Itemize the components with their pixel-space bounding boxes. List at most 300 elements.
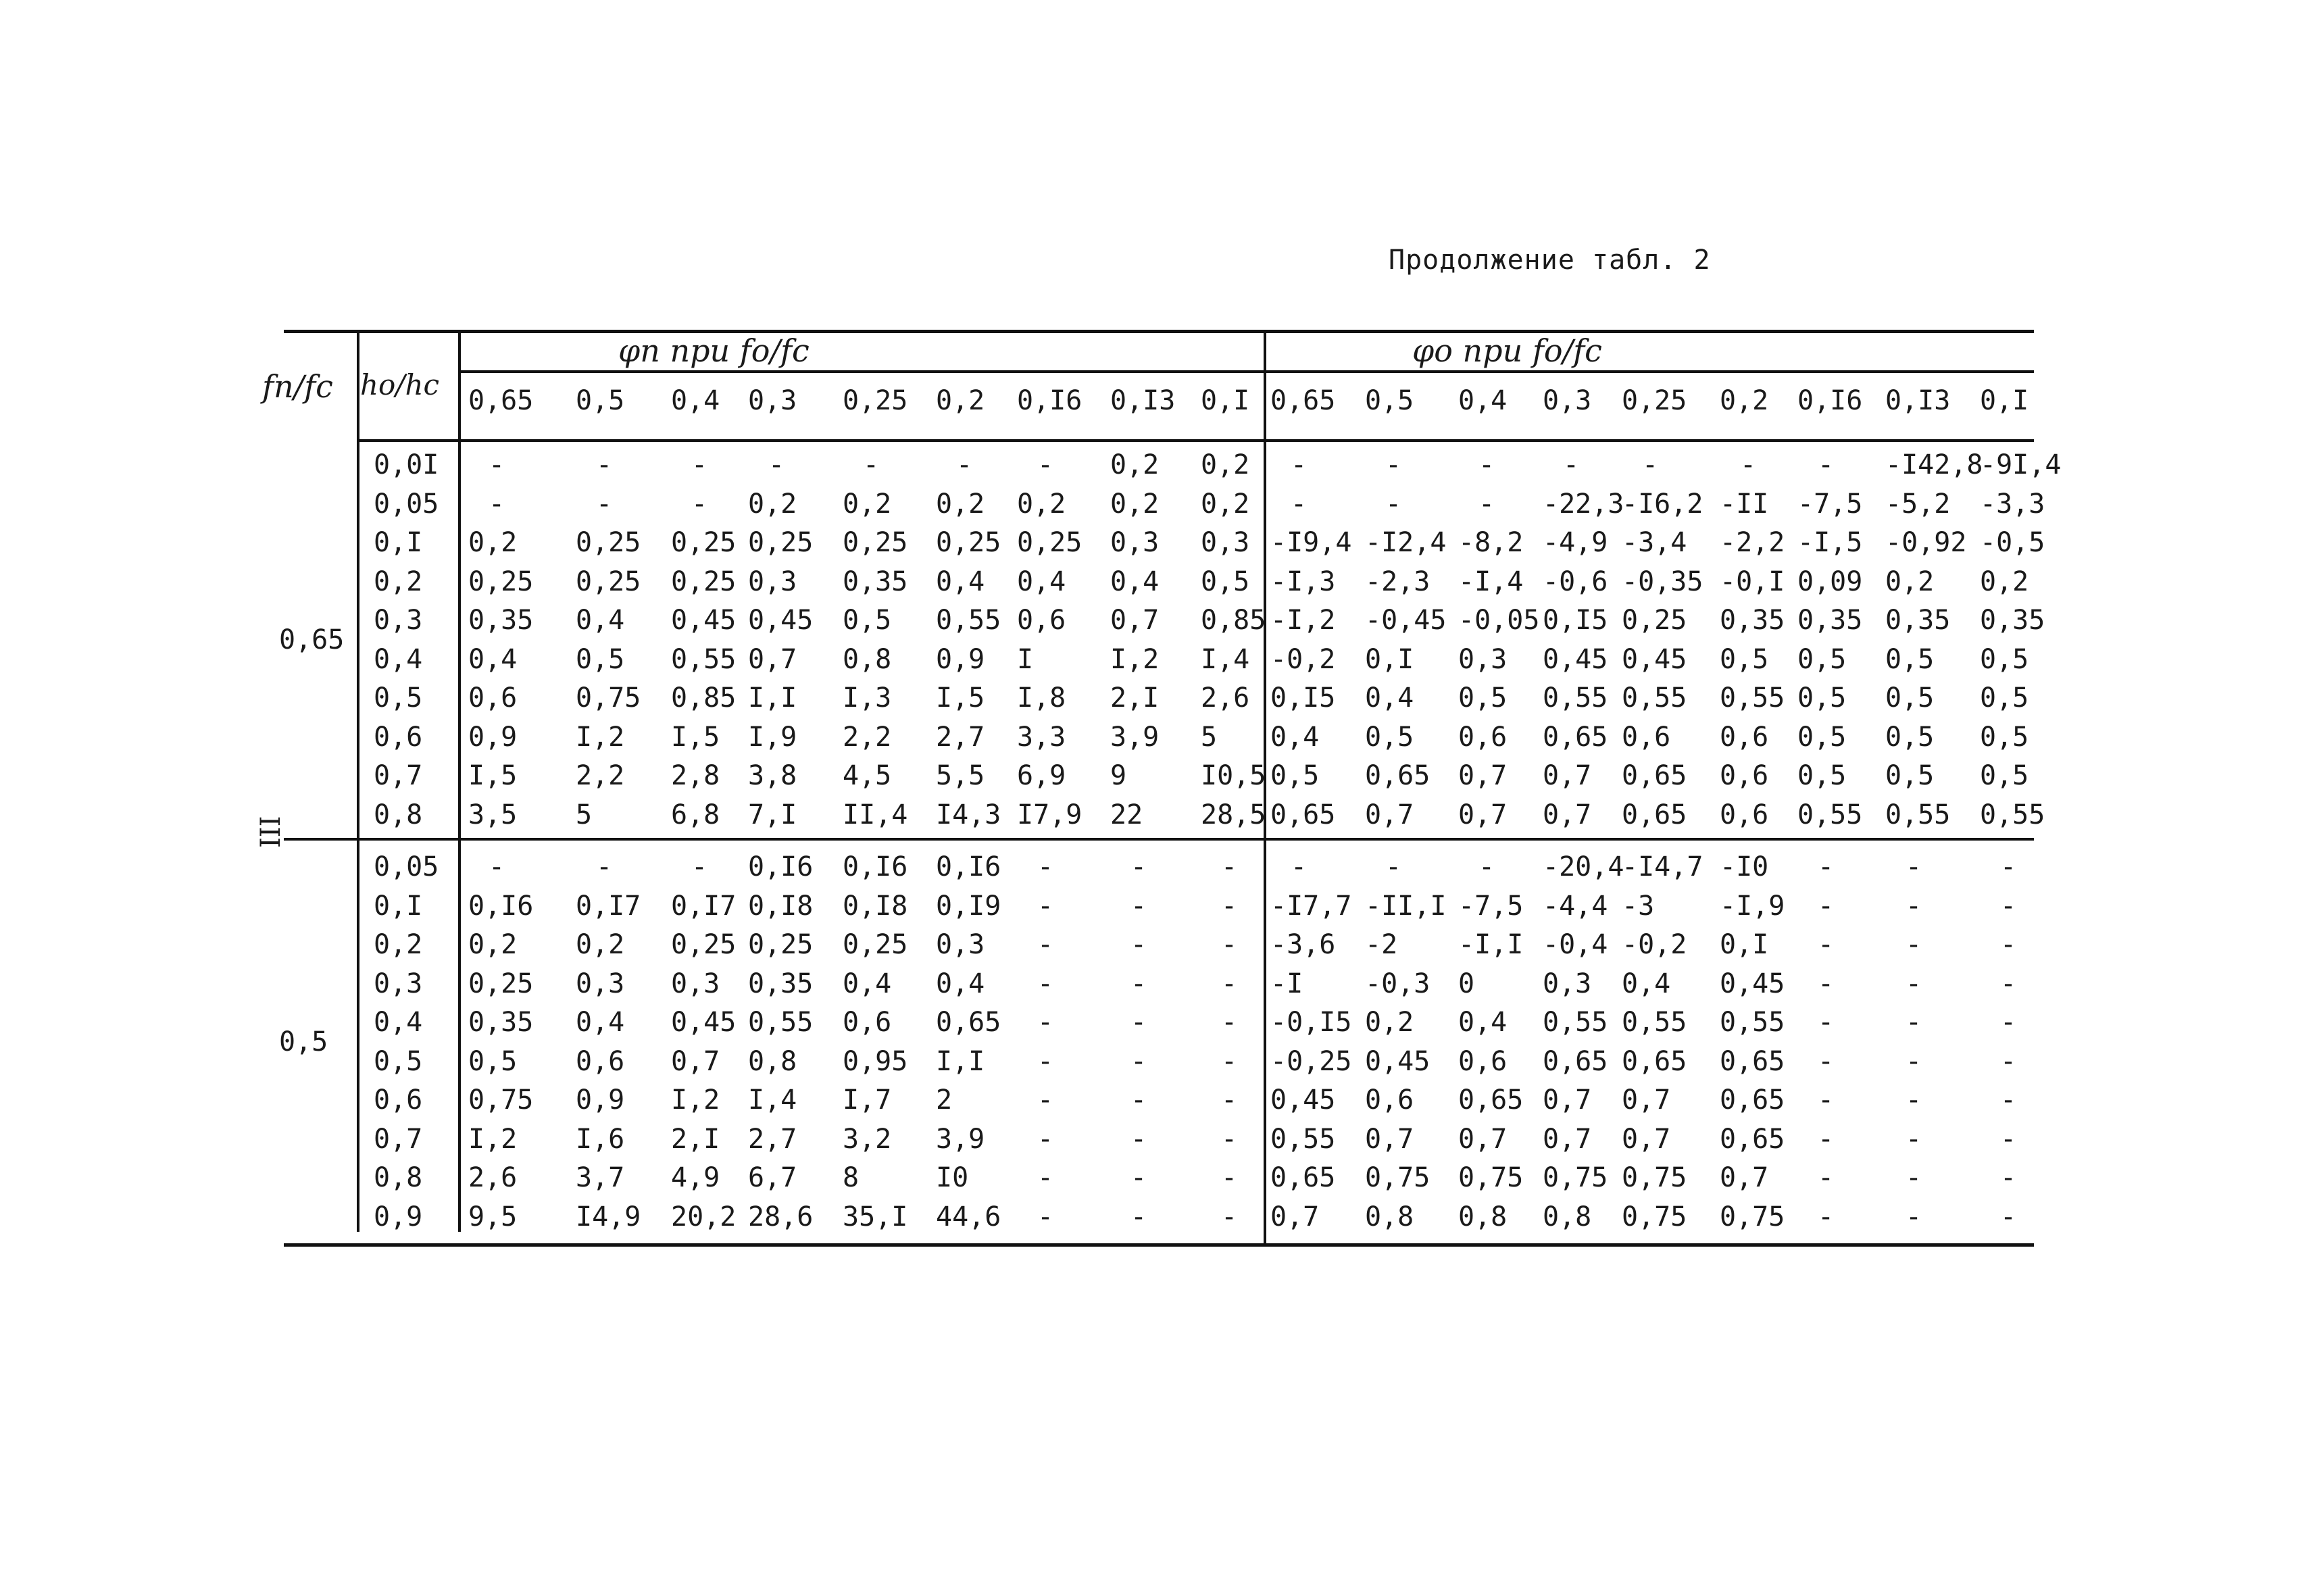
cell-phi-o: 0,7	[1622, 1123, 1671, 1155]
cell-phi-o: 0,55	[1543, 1007, 1608, 1038]
cell-phi-o: -	[2000, 1084, 2017, 1116]
header-ratio-phi-n: 0,3	[748, 385, 797, 416]
cell-phi-n: 0,3	[1201, 527, 1250, 558]
header-ratio-phi-o: 0,4	[1458, 385, 1508, 416]
cell-phi-n: 0,I6	[843, 851, 908, 882]
cell-phi-n: 3,3	[1017, 721, 1066, 753]
cell-phi-o: -9I,4	[1980, 449, 2062, 480]
cell-phi-n: -	[1037, 929, 1054, 960]
cell-phi-o: 0,5	[1797, 643, 1847, 675]
cell-phi-o: -2,2	[1720, 527, 1785, 558]
row-h-ratio: 0,6	[374, 721, 423, 753]
cell-phi-n: 0,25	[748, 929, 814, 960]
cell-phi-n: 0,4	[576, 605, 625, 636]
cell-phi-o: -I,5	[1797, 527, 1863, 558]
cell-phi-o: -	[1906, 1162, 1922, 1193]
cell-phi-n: 0,75	[576, 682, 641, 714]
cell-phi-o: -3,3	[1980, 488, 2045, 520]
cell-phi-n: 5	[576, 799, 593, 830]
cell-phi-o: -	[1818, 449, 1835, 480]
cell-phi-o: -I,3	[1270, 566, 1336, 597]
cell-phi-n: 0,I6	[748, 851, 814, 882]
cell-phi-o: -0,2	[1270, 643, 1336, 675]
cell-phi-o: 0,8	[1365, 1201, 1414, 1232]
cell-phi-o: 0,5	[1720, 643, 1769, 675]
cell-phi-n: -	[1130, 1084, 1147, 1116]
cell-phi-n: -	[1221, 1123, 1238, 1155]
cell-phi-n: 0,25	[576, 527, 641, 558]
cell-phi-o: -I4,7	[1622, 851, 1703, 882]
header-ratio-phi-o: 0,25	[1622, 385, 1687, 416]
row-h-ratio: 0,05	[374, 488, 439, 520]
cell-phi-n: 0,25	[843, 929, 908, 960]
cell-phi-n: 0,4	[468, 643, 518, 675]
cell-phi-n: 0,2	[843, 488, 892, 520]
cell-phi-n: 0,7	[671, 1045, 720, 1077]
cell-phi-o: 0,7	[1458, 1123, 1508, 1155]
cell-phi-o: 0,5	[1270, 760, 1320, 791]
cell-phi-n: 0,55	[671, 643, 737, 675]
cell-phi-n: -	[596, 449, 613, 480]
cell-phi-n: 28,5	[1201, 799, 1266, 830]
cell-phi-n: 0,35	[468, 1007, 534, 1038]
cell-phi-n: 5,5	[936, 760, 985, 791]
cell-phi-o: 0,45	[1622, 643, 1687, 675]
cell-phi-n: -	[1221, 1162, 1238, 1193]
cell-phi-o: 0,55	[1622, 682, 1687, 714]
cell-phi-o: 0,4	[1270, 721, 1320, 753]
cell-phi-o: 0,35	[1797, 605, 1863, 636]
cell-phi-n: 3,8	[748, 760, 797, 791]
cell-phi-n: 0,45	[671, 1007, 737, 1038]
rule-subheader	[459, 370, 2034, 373]
cell-phi-o: 0,7	[1543, 1123, 1592, 1155]
header-ratio-phi-n: 0,5	[576, 385, 625, 416]
cell-phi-n: 0,55	[748, 1007, 814, 1038]
cell-phi-o: 0,7	[1458, 760, 1508, 791]
cell-phi-o: 0,5	[1980, 721, 2029, 753]
cell-phi-o: 0,I5	[1543, 605, 1608, 636]
header-ratio-phi-n: 0,65	[468, 385, 534, 416]
row-h-ratio: 0,4	[374, 1007, 423, 1038]
cell-phi-o: -20,4	[1543, 851, 1624, 882]
cell-phi-n: 0,85	[1201, 605, 1266, 636]
cell-phi-o: 0,5	[1797, 721, 1847, 753]
cell-phi-n: 0,25	[748, 527, 814, 558]
cell-phi-n: 0,2	[576, 929, 625, 960]
cell-phi-o: -3	[1622, 890, 1655, 922]
cell-phi-n: I,2	[468, 1123, 518, 1155]
cell-phi-o: -I,9	[1720, 890, 1785, 922]
cell-phi-o: -	[1818, 1162, 1835, 1193]
cell-phi-n: 0,75	[468, 1084, 534, 1116]
cell-phi-n: 0,3	[936, 929, 985, 960]
cell-phi-n: I,6	[576, 1123, 625, 1155]
header-h-ratio: hо/hc	[360, 368, 440, 401]
header-ratio-phi-o: 0,65	[1270, 385, 1336, 416]
cell-phi-o: 0,2	[1365, 1007, 1414, 1038]
cell-phi-o: 0,75	[1720, 1201, 1785, 1232]
cell-phi-n: 0,3	[576, 968, 625, 999]
cell-phi-n: -	[1221, 968, 1238, 999]
cell-phi-o: 0,4	[1458, 1007, 1508, 1038]
cell-phi-n: 22	[1110, 799, 1143, 830]
cell-phi-n: 0,85	[671, 682, 737, 714]
cell-phi-n: -	[1221, 851, 1238, 882]
cell-phi-n: 9,5	[468, 1201, 518, 1232]
cell-phi-n: I,2	[671, 1084, 720, 1116]
cell-phi-n: 2,6	[1201, 682, 1250, 714]
cell-phi-n: 0,9	[468, 721, 518, 753]
cell-phi-o: 0,7	[1543, 760, 1592, 791]
cell-phi-o: 0,7	[1365, 1123, 1414, 1155]
cell-phi-n: I,5	[671, 721, 720, 753]
cell-phi-o: -	[1291, 449, 1308, 480]
cell-phi-o: 0,55	[1270, 1123, 1336, 1155]
cell-phi-n: 2,8	[671, 760, 720, 791]
row-h-ratio: 0,0I	[374, 449, 439, 480]
cell-phi-n: -	[1221, 929, 1238, 960]
cell-phi-o: -	[1740, 449, 1757, 480]
cell-phi-n: 0,I8	[843, 890, 908, 922]
cell-phi-n: I,3	[843, 682, 892, 714]
cell-phi-n: 0,25	[671, 527, 737, 558]
cell-phi-o: 0,2	[1980, 566, 2029, 597]
cell-phi-o: 0,65	[1270, 799, 1336, 830]
cell-phi-n: 0,7	[1110, 605, 1160, 636]
cell-phi-n: 0,3	[671, 968, 720, 999]
table-caption: Продолжение табл. 2	[1389, 245, 1711, 276]
cell-phi-o: -	[1818, 1084, 1835, 1116]
cell-phi-n: -	[863, 449, 880, 480]
cell-phi-n: -	[1221, 890, 1238, 922]
cell-phi-n: 0,I6	[936, 851, 1001, 882]
header-ratio-phi-n: 0,4	[671, 385, 720, 416]
cell-phi-o: 0,7	[1270, 1201, 1320, 1232]
cell-phi-n: -	[1130, 1045, 1147, 1077]
cell-phi-o: 0,65	[1622, 760, 1687, 791]
cell-phi-n: -	[596, 488, 613, 520]
cell-phi-n: 0,8	[843, 643, 892, 675]
cell-phi-n: 2	[936, 1084, 953, 1116]
cell-phi-o: -	[1906, 1045, 1922, 1077]
cell-phi-n: -	[691, 488, 708, 520]
cell-phi-n: 0,25	[1017, 527, 1082, 558]
cell-phi-o: -I9,4	[1270, 527, 1352, 558]
header-ratio-phi-n: 0,I6	[1017, 385, 1082, 416]
cell-phi-n: -	[1037, 1007, 1054, 1038]
cell-phi-o: 0,6	[1720, 721, 1769, 753]
cell-phi-o: -I0	[1720, 851, 1769, 882]
row-h-ratio: 0,7	[374, 1123, 423, 1155]
cell-phi-o: 0,I	[1365, 643, 1414, 675]
cell-phi-n: 0,9	[936, 643, 985, 675]
cell-phi-o: -0,25	[1270, 1045, 1352, 1077]
cell-phi-o: 0,75	[1622, 1162, 1687, 1193]
cell-phi-o: -0,92	[1885, 527, 1967, 558]
cell-phi-o: -8,2	[1458, 527, 1524, 558]
cell-phi-o: 0,75	[1458, 1162, 1524, 1193]
cell-phi-n: 3,5	[468, 799, 518, 830]
cell-phi-n: -	[489, 851, 505, 882]
cell-phi-n: 2,7	[936, 721, 985, 753]
cell-phi-o: 0,45	[1365, 1045, 1430, 1077]
cell-phi-o: 0,5	[1797, 682, 1847, 714]
rule-top	[284, 330, 2034, 333]
row-h-ratio: 0,3	[374, 968, 423, 999]
cell-phi-o: 0,4	[1365, 682, 1414, 714]
cell-phi-n: 0,4	[843, 968, 892, 999]
cell-phi-n: 35,I	[843, 1201, 908, 1232]
cell-phi-o: -	[1906, 1007, 1922, 1038]
cell-phi-o: -I,I	[1458, 929, 1524, 960]
cell-phi-o: 0,55	[1543, 682, 1608, 714]
cell-phi-o: -5,2	[1885, 488, 1951, 520]
cell-phi-o: -0,6	[1543, 566, 1608, 597]
cell-phi-o: -	[1906, 1201, 1922, 1232]
cell-phi-o: 0,3	[1543, 968, 1592, 999]
cell-phi-n: -	[691, 449, 708, 480]
cell-phi-o: -2	[1365, 929, 1398, 960]
cell-phi-o: 0,35	[1720, 605, 1785, 636]
cell-phi-n: II,4	[843, 799, 908, 830]
row-h-ratio: 0,4	[374, 643, 423, 675]
cell-phi-n: 6,9	[1017, 760, 1066, 791]
row-h-ratio: 0,2	[374, 929, 423, 960]
cell-phi-n: 0,6	[576, 1045, 625, 1077]
cell-phi-n: 8	[843, 1162, 860, 1193]
cell-phi-n: 0,2	[1201, 488, 1250, 520]
cell-phi-o: -	[1906, 929, 1922, 960]
cell-phi-n: 9	[1110, 760, 1127, 791]
header-phi-n-group: φп при fо/fc	[618, 332, 810, 369]
cell-phi-n: 0,2	[1201, 449, 1250, 480]
cell-phi-n: 4,5	[843, 760, 892, 791]
cell-phi-n: I,I	[748, 682, 797, 714]
row-h-ratio: 0,9	[374, 1201, 423, 1232]
cell-phi-o: 0,I	[1720, 929, 1769, 960]
cell-phi-n: -	[956, 449, 973, 480]
cell-phi-o: -	[1818, 968, 1835, 999]
cell-phi-o: -	[1818, 851, 1835, 882]
cell-phi-o: -	[1385, 851, 1402, 882]
cell-phi-o: 0,8	[1458, 1201, 1508, 1232]
cell-phi-n: 0,2	[468, 929, 518, 960]
row-h-ratio: 0,2	[374, 566, 423, 597]
cell-phi-o: 0,7	[1622, 1084, 1671, 1116]
row-h-ratio: 0,05	[374, 851, 439, 882]
cell-phi-o: -	[1906, 1084, 1922, 1116]
cell-phi-n: I4,3	[936, 799, 1001, 830]
cell-phi-n: I,2	[1110, 643, 1160, 675]
cell-phi-o: -	[2000, 1201, 2017, 1232]
row-h-ratio: 0,8	[374, 799, 423, 830]
row-h-ratio: 0,7	[374, 760, 423, 791]
cell-phi-o: -0,45	[1365, 605, 1447, 636]
cell-phi-n: 0,45	[748, 605, 814, 636]
cell-phi-n: I,8	[1017, 682, 1066, 714]
cell-phi-n: -	[1130, 929, 1147, 960]
cell-phi-o: 0,6	[1458, 1045, 1508, 1077]
cell-phi-n: 0,2	[1017, 488, 1066, 520]
cell-phi-n: -	[489, 449, 505, 480]
cell-phi-o: -I,4	[1458, 566, 1524, 597]
cell-phi-o: -	[2000, 1045, 2017, 1077]
rule-block-separator	[284, 838, 2034, 841]
cell-phi-n: 0,35	[748, 968, 814, 999]
cell-phi-o: -	[1478, 851, 1495, 882]
row-h-ratio: 0,I	[374, 527, 423, 558]
cell-phi-n: 0,25	[576, 566, 641, 597]
cell-phi-n: 0,35	[843, 566, 908, 597]
cell-phi-n: 2,6	[468, 1162, 518, 1193]
cell-phi-o: -0,5	[1980, 527, 2045, 558]
cell-phi-o: 0	[1458, 968, 1475, 999]
cell-phi-n: -	[1221, 1045, 1238, 1077]
cell-phi-n: 0,25	[468, 968, 534, 999]
cell-phi-o: 0,75	[1622, 1201, 1687, 1232]
cell-phi-o: 0,3	[1458, 643, 1508, 675]
cell-phi-o: -	[1818, 1123, 1835, 1155]
cell-phi-o: -	[2000, 929, 2017, 960]
cell-phi-o: -	[1818, 1045, 1835, 1077]
cell-phi-n: -	[489, 488, 505, 520]
cell-phi-n: -	[1221, 1201, 1238, 1232]
cell-phi-o: -I42,8	[1885, 449, 1983, 480]
cell-phi-n: I,5	[468, 760, 518, 791]
cell-phi-o: -	[1563, 449, 1580, 480]
cell-phi-o: 0,5	[1797, 760, 1847, 791]
cell-phi-o: 0,55	[1797, 799, 1863, 830]
cell-phi-n: I	[1017, 643, 1034, 675]
cell-phi-n: 0,2	[1110, 449, 1160, 480]
cell-phi-o: -	[2000, 1162, 2017, 1193]
cell-phi-n: 2,2	[843, 721, 892, 753]
cell-phi-n: 2,I	[1110, 682, 1160, 714]
cell-phi-o: 0,6	[1458, 721, 1508, 753]
cell-phi-n: -	[1037, 1084, 1054, 1116]
cell-phi-n: 0,55	[936, 605, 1001, 636]
header-ratio-phi-o: 0,I6	[1797, 385, 1863, 416]
rule-bottom	[284, 1243, 2034, 1247]
cell-phi-n: 0,65	[936, 1007, 1001, 1038]
header-ratio-phi-o: 0,3	[1543, 385, 1592, 416]
cell-phi-n: 7,I	[748, 799, 797, 830]
cell-phi-n: 0,6	[1017, 605, 1066, 636]
cell-phi-o: -	[1906, 1123, 1922, 1155]
cell-phi-o: -	[2000, 968, 2017, 999]
cell-phi-o: 0,75	[1365, 1162, 1430, 1193]
cell-phi-o: 0,6	[1720, 760, 1769, 791]
cell-phi-n: 0,2	[1110, 488, 1160, 520]
cell-phi-o: -II,I	[1365, 890, 1447, 922]
cell-phi-n: I4,9	[576, 1201, 641, 1232]
cell-phi-o: 0,65	[1720, 1045, 1785, 1077]
cell-phi-o: 0,5	[1980, 760, 2029, 791]
cell-phi-o: 0,65	[1720, 1084, 1785, 1116]
cell-phi-o: -	[1385, 488, 1402, 520]
cell-phi-o: -0,I	[1720, 566, 1785, 597]
cell-phi-n: 0,45	[671, 605, 737, 636]
cell-phi-n: 0,25	[671, 566, 737, 597]
cell-phi-n: I7,9	[1017, 799, 1082, 830]
cell-phi-o: 0,65	[1458, 1084, 1524, 1116]
cell-phi-o: -0,05	[1458, 605, 1540, 636]
cell-phi-n: 0,4	[1017, 566, 1066, 597]
cell-phi-o: -	[1478, 488, 1495, 520]
cell-phi-n: -	[1037, 968, 1054, 999]
cell-phi-o: -	[2000, 890, 2017, 922]
header-ratio-phi-n: 0,25	[843, 385, 908, 416]
cell-phi-o: 0,8	[1543, 1201, 1592, 1232]
cell-phi-o: 0,55	[1720, 682, 1785, 714]
cell-phi-o: -7,5	[1458, 890, 1524, 922]
cell-phi-n: 0,3	[748, 566, 797, 597]
cell-phi-o: 0,5	[1458, 682, 1508, 714]
rule-col-fp	[357, 330, 359, 1232]
cell-phi-o: -	[2000, 1123, 2017, 1155]
cell-phi-n: I0	[936, 1162, 969, 1193]
cell-phi-n: 6,7	[748, 1162, 797, 1193]
cell-phi-n: 0,5	[1201, 566, 1250, 597]
cell-phi-n: I,9	[748, 721, 797, 753]
cell-phi-o: 0,7	[1543, 799, 1592, 830]
cell-phi-n: I,2	[576, 721, 625, 753]
cell-phi-n: 0,5	[468, 1045, 518, 1077]
cell-phi-n: 0,25	[671, 929, 737, 960]
cell-phi-o: -	[1478, 449, 1495, 480]
header-phi-o-group: φо при fо/fc	[1412, 332, 1602, 369]
cell-phi-n: 3,9	[1110, 721, 1160, 753]
cell-phi-o: -3,4	[1622, 527, 1687, 558]
cell-phi-n: 0,2	[468, 527, 518, 558]
cell-phi-o: -2,3	[1365, 566, 1430, 597]
cell-phi-o: 0,09	[1797, 566, 1863, 597]
header-ratio-phi-n: 0,2	[936, 385, 985, 416]
header-ratio-phi-n: 0,I	[1201, 385, 1250, 416]
cell-phi-n: -	[1130, 890, 1147, 922]
cell-phi-o: 0,5	[1885, 643, 1935, 675]
rule-col-h	[458, 330, 461, 1232]
cell-phi-n: 0,I6	[468, 890, 534, 922]
cell-phi-o: 0,35	[1980, 605, 2045, 636]
cell-phi-n: -	[596, 851, 613, 882]
cell-phi-o: -I	[1270, 968, 1303, 999]
cell-phi-o: 0,5	[1365, 721, 1414, 753]
cell-phi-o: 0,65	[1543, 721, 1608, 753]
cell-phi-o: 0,7	[1543, 1084, 1592, 1116]
cell-phi-n: 0,I8	[748, 890, 814, 922]
cell-phi-o: 0,45	[1543, 643, 1608, 675]
cell-phi-n: -	[691, 851, 708, 882]
cell-phi-o: 0,4	[1622, 968, 1671, 999]
cell-phi-o: -	[1818, 1007, 1835, 1038]
row-h-ratio: 0,8	[374, 1162, 423, 1193]
cell-phi-o: 0,65	[1622, 1045, 1687, 1077]
cell-phi-n: I0,5	[1201, 760, 1266, 791]
cell-phi-n: 0,6	[468, 682, 518, 714]
cell-phi-o: -	[1818, 1201, 1835, 1232]
cell-phi-n: 0,6	[843, 1007, 892, 1038]
cell-phi-o: 0,5	[1980, 682, 2029, 714]
cell-phi-n: -	[1037, 851, 1054, 882]
cell-phi-n: 0,I7	[671, 890, 737, 922]
cell-phi-n: -	[1037, 1045, 1054, 1077]
cell-phi-o: 0,55	[1622, 1007, 1687, 1038]
cell-phi-n: 0,I9	[936, 890, 1001, 922]
cell-phi-n: -	[1130, 968, 1147, 999]
cell-phi-n: 0,35	[468, 605, 534, 636]
